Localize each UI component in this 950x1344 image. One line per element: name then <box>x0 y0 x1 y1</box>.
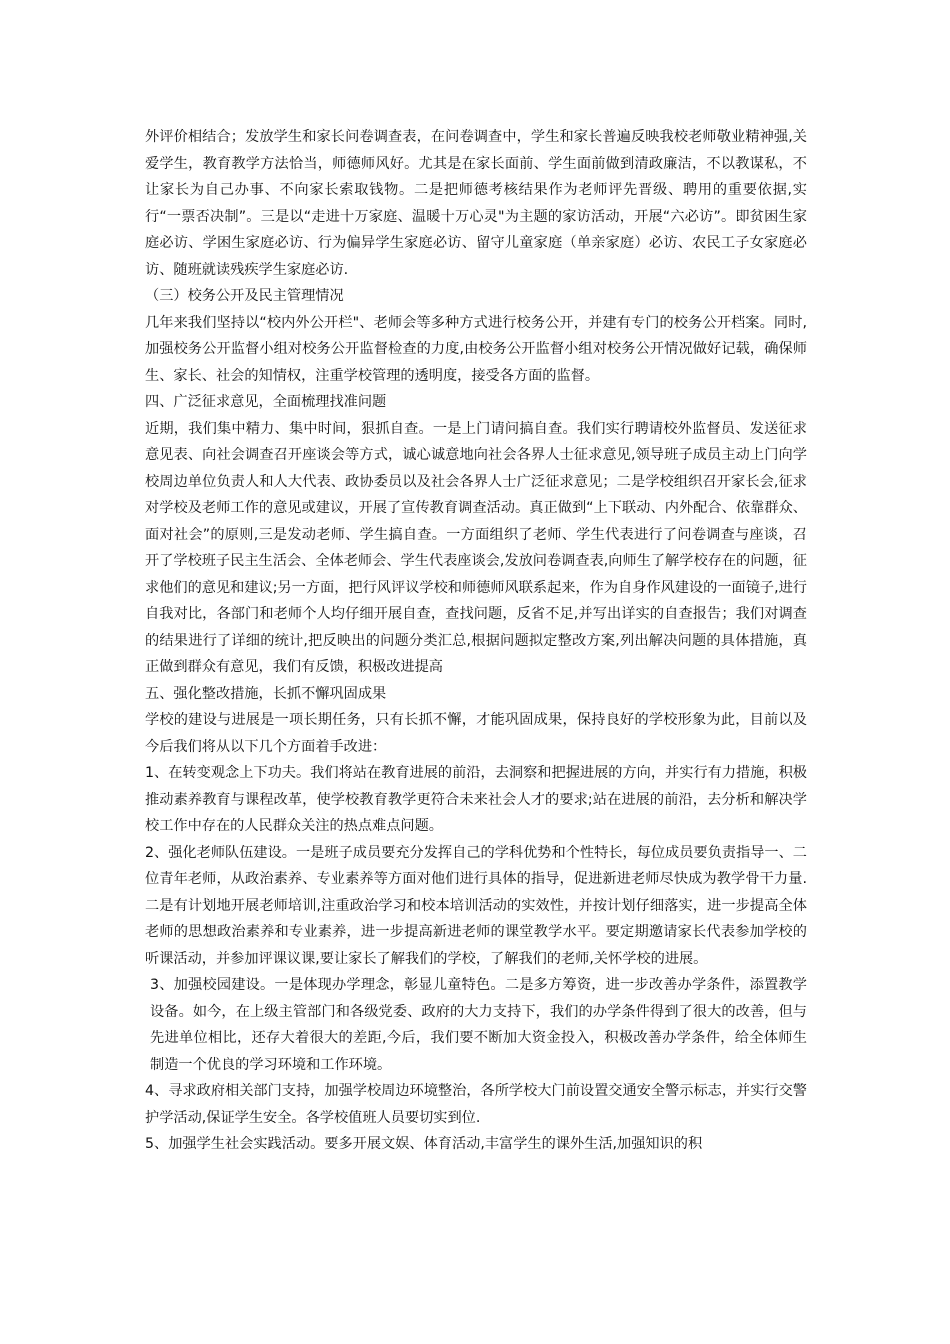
paragraph-improvement-intro: 学校的建设与进展是一项长期任务，只有长抓不懈，才能巩固成果，保持良好的学校形象为此，目前以及今后我们将从以下几个方面着手改进： <box>145 712 807 755</box>
list-item-3: 3、加强校园建设。一是体现办学理念，彰显儿童特色。二是多方筹资，进一步改善办学条件，添置教学设备。如今，在上级主管部门和各级党委、政府的大力支持下，我们的办学条件得到了很大的改善，但与先进单位相比，还存大着很大的差距,今后，我们要不断加大资金投入，积极改善办学条件，给全体师生制造一个优良的学习环境和工作环境。 <box>150 977 807 1073</box>
heading-section-four: 四、广泛征求意见，全面梳理找准问题 <box>145 394 387 410</box>
list-item-4: 4、寻求政府相关部门支持，加强学校周边环境整治，各所学校大门前设置交通安全警示标志，并实行交警护学活动,保证学生安全。各学校值班人员要切实到位. <box>145 1083 807 1126</box>
document-body <box>145 124 807 1158</box>
list-item-5: 5、加强学生社会实践活动。要多开展文娱、体育活动,丰富学生的课外生活,加强知识的积 <box>145 1136 703 1152</box>
heading-section-five: 五、强化整改措施，长抓不懈巩固成果 <box>145 685 387 702</box>
list-item-2: 2、强化老师队伍建设。一是班子成员要充分发挥自己的学科优势和个性特长，每位成员要负责指导一、二位青年老师，从政治素养、专业素养等方面对他们进行具体的指导，促进新进老师尽快成为教学骨干力量.二是有计划地开展老师培训,注重政治学习和校本培训活动的实效性，并按计划仔细落实，进一步提高全体老师的思想政治素养和专业素养，进一步提高新进老师的课堂教学水平。要定期邀请家长代表参加学校的听课活动，并参加评课议课,要让家长了解我们的学校，了解我们的老师,关怀学校的进展。 <box>145 844 807 967</box>
paragraph-teacher-ethics-continued: 外评价相结合；发放学生和家长问卷调查表，在问卷调查中，学生和家长普遍反映我校老师敬业精神强,关爱学生，教育教学方法恰当，师德师风好。尤其是在家长面前、学生面前做到清政廉洁，不以教谋私，不让家长为自己办事、不向家长索取钱物。二是把师德考核结果作为老师评先晋级、聘用的重要依据,实行“一票否决制”。三是以“走进十万家庭、温暖十万心灵"为主题的家访活动，开展“六必访”。即贫困生家庭必访、学困生家庭必访、行为偏异学生家庭必访、留守儿童家庭（单亲家庭）必访、农民工子女家庭必访、随班就读残疾学生家庭必访. <box>145 129 807 278</box>
list-item-1: 1、在转变观念上下功夫。我们将站在教育进展的前沿，去洞察和把握进展的方向，并实行有力措施，积极推动素养教育与课程改革，使学校教育教学更符合未来社会人才的要求;站在进展的前沿，去分析和解决学校工作中存在的人民群众关注的热点难点问题。 <box>145 765 807 834</box>
heading-school-affairs-openness: （三）校务公开及民主管理情况 <box>145 288 344 304</box>
paragraph-school-affairs-openness: 几年来我们坚持以“校内外公开栏"、老师会等多种方式进行校务公开，并建有专门的校务公开档案。同时,加强校务公开监督小组对校务公开监督检查的力度,由校务公开监督小组对校务公开情况做好记载，确保师生、家长、社会的知情权，注重学校管理的透明度，接受各方面的监督。 <box>145 314 807 384</box>
paragraph-self-inspection: 近期，我们集中精力、集中时间，狠抓自查。一是上门请问搞自查。我们实行聘请校外监督员、发送征求意见表、向社会调查召开座谈会等方式，诚心诚意地向社会各界人士征求意见,领导班子成员主动上门向学校周边单位负责人和人大代表、政协委员以及社会各界人士广泛征求意见；二是学校组织召开家长会,征求对学校及老师工作的意见或建议，开展了宣传教育调查活动。真正做到“上下联动、内外配合、依靠群众、面对社会”的原则,三是发动老师、学生搞自查。一方面组织了老师、学生代表进行了问卷调查与座谈，召开了学校班子民主生活会、全体老师会、学生代表座谈会,发放问卷调查表,向师生了解学校存在的问题，征求他们的意见和建议;另一方面，把行风评议学校和师德师风联系起来，作为自身作风建设的一面镜子,进行自我对比，各部门和老师个人均仔细开展自查，查找问题，反省不足,并写出详实的自查报告；我们对调查的结果进行了详细的统计,把反映出的问题分类汇总,根据问题拟定整改方案,列出解决问题的具体措施，真正做到群众有意见，我们有反馈，积极改进提高 <box>145 420 807 675</box>
